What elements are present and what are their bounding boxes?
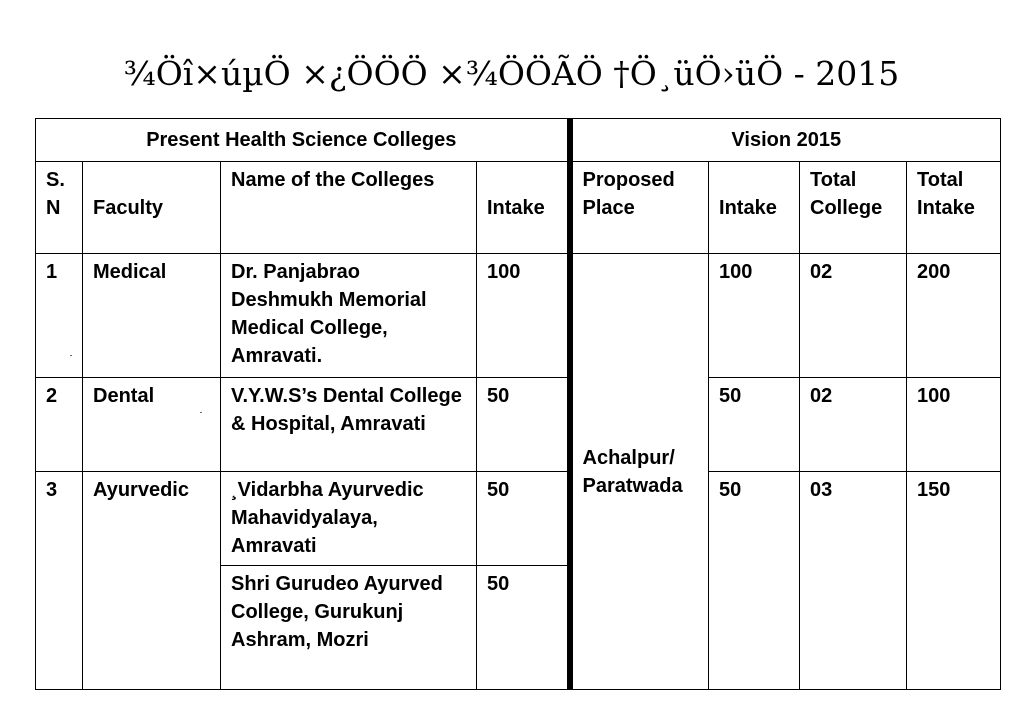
- row-vision-intake: 50: [709, 472, 800, 690]
- row-total-intake: 200: [907, 254, 1001, 378]
- page-title: ¾Öî×úµÖ ×¿ÖÖÖ ×¾ÖÖÃÖ †Ö¸üÖ›üÖ - 2015: [123, 54, 900, 93]
- row-faculty: Ayurvedic: [83, 472, 221, 690]
- col-header-total-college: Total College: [800, 162, 907, 254]
- proposed-place-cell: Achalpur/ Paratwada: [570, 254, 709, 690]
- col-header-intake: Intake: [477, 162, 570, 254]
- row-vision-intake: 50: [709, 378, 800, 472]
- stray-dot: [200, 412, 202, 413]
- row-total-college: 03: [800, 472, 907, 690]
- row-college-name: V.Y.W.S’s Dental College & Hospital, Amravati: [221, 378, 477, 472]
- table-row: [36, 254, 1001, 378]
- row-faculty: Medical: [83, 254, 221, 378]
- table-row: [36, 378, 1001, 472]
- row-college-name: Dr. Panjabrao Deshmukh Memorial Medical College, Amravati.: [221, 254, 477, 378]
- row-sn: 2: [36, 378, 83, 472]
- row-intake: 50: [477, 378, 570, 472]
- row-sn: 1: [36, 254, 83, 378]
- row-vision-intake: 100: [709, 254, 800, 378]
- row-sn: 3: [36, 472, 83, 690]
- col-header-total-intake: Total Intake: [907, 162, 1001, 254]
- col-header-vision-intake: Intake: [709, 162, 800, 254]
- col-header-sn: S. N: [36, 162, 83, 254]
- row-faculty: Dental: [83, 378, 221, 472]
- row-college-name: Shri Gurudeo Ayurved College, Gurukunj Ashram, Mozri: [221, 566, 477, 690]
- present-colleges-header: Present Health Science Colleges: [36, 119, 570, 162]
- colleges-table: [35, 118, 1001, 690]
- row-total-intake: 100: [907, 378, 1001, 472]
- row-total-college: 02: [800, 254, 907, 378]
- col-header-faculty: Faculty: [83, 162, 221, 254]
- table-row: [36, 472, 1001, 566]
- col-header-proposed-place: Proposed Place: [570, 162, 709, 254]
- row-intake: 100: [477, 254, 570, 378]
- stray-dot: [70, 355, 72, 356]
- row-college-name: ¸Vidarbha Ayurvedic Mahavidyalaya, Amravati: [221, 472, 477, 566]
- row-intake: 50: [477, 566, 570, 690]
- row-total-intake: 150: [907, 472, 1001, 690]
- vision-2015-header: Vision 2015: [570, 119, 1001, 162]
- row-total-college: 02: [800, 378, 907, 472]
- col-header-name: Name of the Colleges: [221, 162, 477, 254]
- row-intake: 50: [477, 472, 570, 566]
